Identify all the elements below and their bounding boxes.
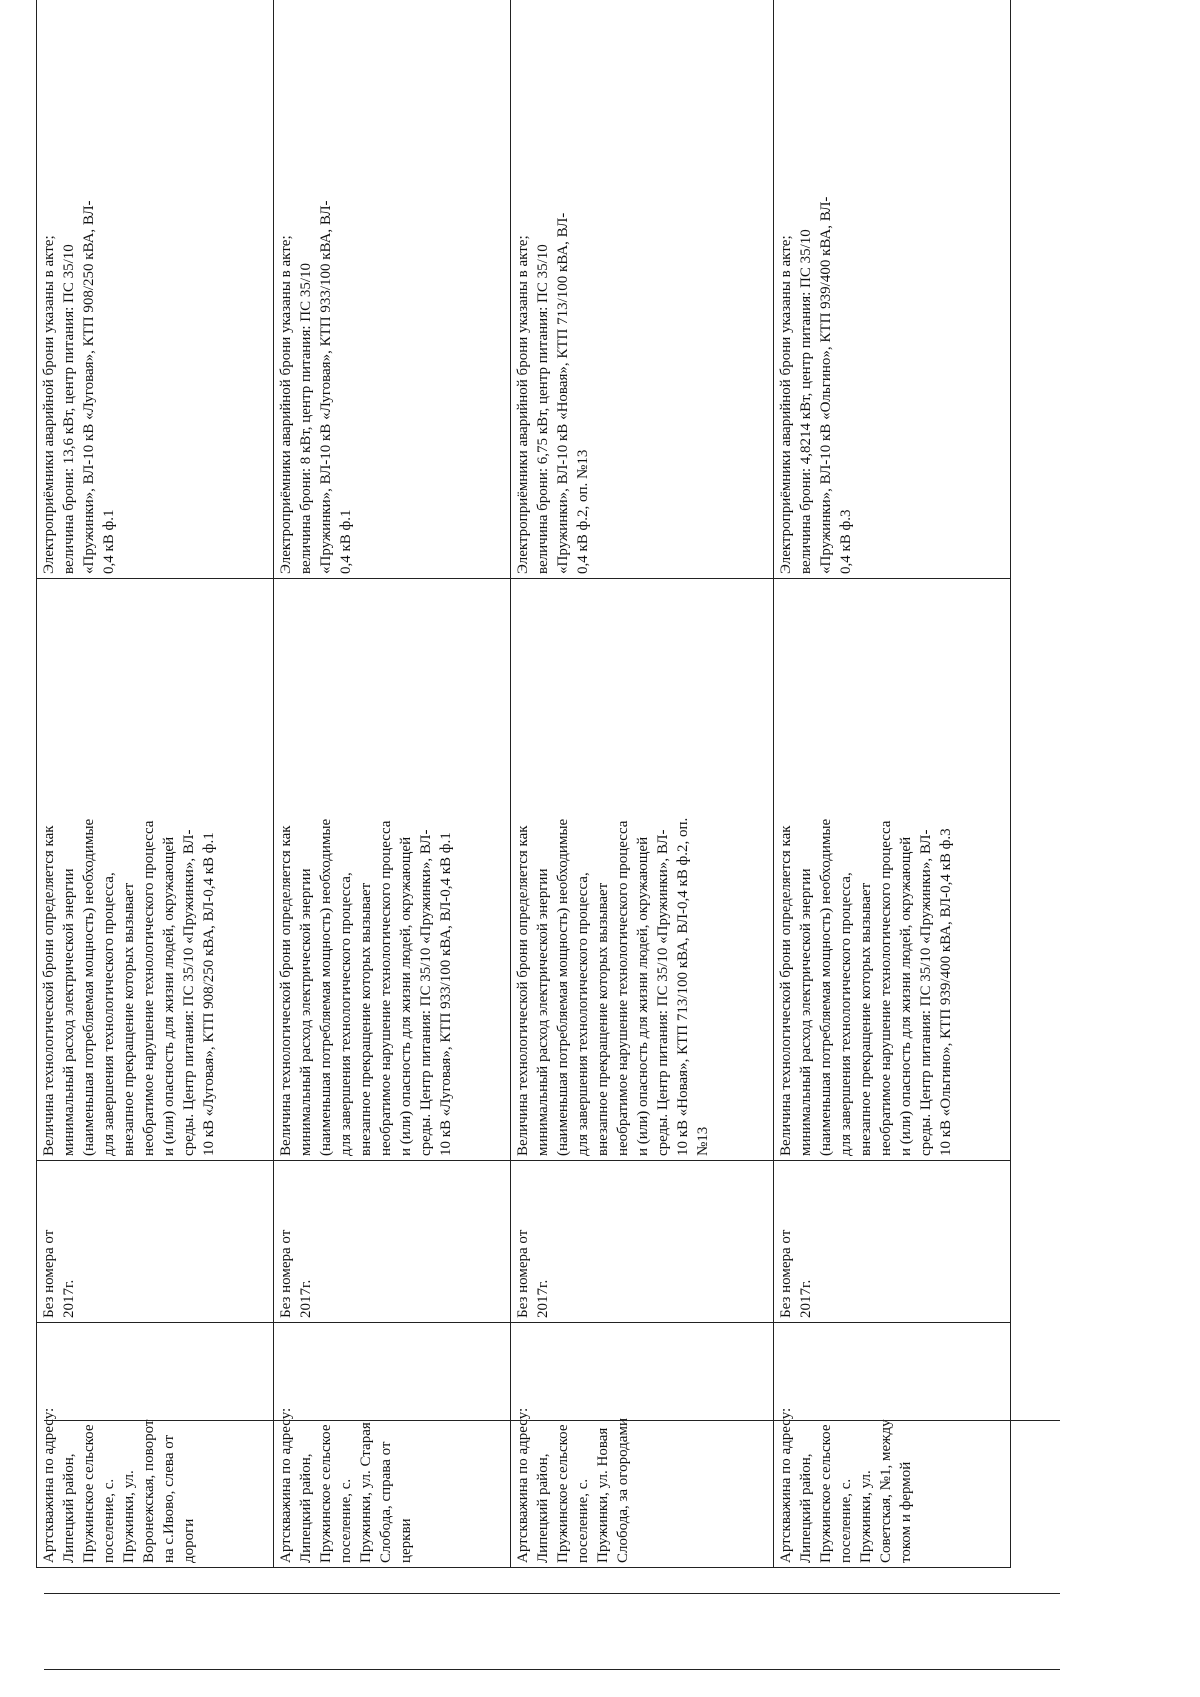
tech-reserve-cell [511,579,774,1161]
emergency-reserve-text: Электроприёмники аварийной брони указаны в акте; величина брони: 8 кВт, центр питания: ПС 35/10 «Пружинки», ВЛ-10 кВ «Луговая», КТП 933/100 кВА, ВЛ- 0,4 кВ ф.1 [278,200,355,574]
table-row [37,0,274,1568]
address-cell [773,1323,1010,1568]
act-text: Без номера от 2017г. [515,1229,552,1318]
act-cell [274,1161,511,1323]
emergency-reserve-cell [37,0,274,579]
bottom-rule-2 [44,1593,1060,1594]
emergency-reserve-text: Электроприёмники аварийной брони указаны в акте; величина брони: 4,8214 кВт, центр питания: ПС 35/10 «Пружинки», ВЛ-10 кВ «Ольгино», КТП 939/400 кВА, ВЛ- 0,4 кВ ф.3 [777,196,854,574]
act-text: Без номера от 2017г. [777,1229,814,1318]
address-text: Артскважина по адресу: Липецкий район, Пружинское сельское поселение, с. Пружинки, ул. Старая Слобода, справа от церкви [278,1407,415,1563]
act-text: Без номера от 2017г. [278,1229,315,1318]
address-cell [274,1323,511,1568]
table-row [773,0,1010,1568]
tech-reserve-text: Величина технологической брони определяется как минимальный расход электрической энергии (наименьшая потребляемая мощность) необходимые для завершения технологического процесса, внезапное прекращение которых вызывает необратимое нарушение технологического процесса и (или) опасность для жизни людей, окружающей среды. Центр питания: ПС 35/10 «Пружинки», ВЛ- 10 кВ «Луговая», КТП 908/250 кВА, ВЛ-0,4 кВ ф.1 [41,818,217,1156]
bottom-rule-1 [44,1420,1060,1421]
act-cell [37,1161,274,1323]
bottom-rule-3 [44,1669,1060,1670]
reservation-table [36,0,1011,1568]
tech-reserve-text: Величина технологической брони определяется как минимальный расход электрической энергии (наименьшая потребляемая мощность) необходимые для завершения технологического процесса, внезапное прекращение которых вызывает необратимое нарушение технологического процесса и (или) опасность для жизни людей, окружающей среды. Центр питания: ПС 35/10 «Пружинки», ВЛ- 10 кВ «Новая», КТП 713/100 кВА, ВЛ-0,4 кВ ф.2, оп. №13 [515,817,712,1156]
address-text: Артскважина по адресу: Липецкий район, Пружинское сельское поселение, с. Пружинки, ул. Советская, №1, между током и фермой [777,1407,914,1563]
emergency-reserve-text: Электроприёмники аварийной брони указаны в акте; величина брони: 13,6 кВт, центр питания: ПС 35/10 «Пружинки», ВЛ-10 кВ «Луговая», КТП 908/250 кВА, ВЛ- 0,4 кВ ф.1 [41,200,117,574]
emergency-reserve-cell [511,0,774,579]
act-cell [773,1161,1010,1323]
address-text: Артскважина по адресу: Липецкий район, Пружинское сельское поселение, с. Пружинки, ул. Воронежская, поворот на с.Ивово, слева от дороги [41,1407,197,1563]
tech-reserve-cell [773,579,1010,1161]
address-cell [511,1323,774,1568]
address-cell [37,1323,274,1568]
act-cell [511,1161,774,1323]
tech-reserve-text: Величина технологической брони определяется как минимальный расход электрической энергии (наименьшая потребляемая мощность) необходимые для завершения технологического процесса, внезапное прекращение которых вызывает необратимое нарушение технологического процесса и (или) опасность для жизни людей, окружающей среды. Центр питания: ПС 35/10 «Пружинки», ВЛ- 10 кВ «Луговая», КТП 933/100 кВА, ВЛ-0,4 кВ ф.1 [278,818,455,1156]
act-text: Без номера от 2017г. [41,1229,77,1318]
address-text: Артскважина по адресу: Липецкий район, Пружинское сельское поселение, с. Пружинки, ул. Новая Слобода, за огородами [515,1407,632,1563]
table-row [511,0,774,1568]
tech-reserve-cell [274,579,511,1161]
emergency-reserve-cell [274,0,511,579]
tech-reserve-cell [37,579,274,1161]
emergency-reserve-text: Электроприёмники аварийной брони указаны в акте; величина брони: 6,75 кВт, центр питания: ПС 35/10 «Пружинки», ВЛ-10 кВ «Новая», КТП 713/100 кВА, ВЛ- 0,4 кВ ф.2, оп. №13 [515,212,592,574]
tech-reserve-text: Величина технологической брони определяется как минимальный расход электрической энергии (наименьшая потребляемая мощность) необходимые для завершения технологического процесса, внезапное прекращение которых вызывает необратимое нарушение технологического процесса и (или) опасность для жизни людей, окружающей среды. Центр питания: ПС 35/10 «Пружинки», ВЛ- 10 кВ «Ольгино», КТП 939/400 кВА, ВЛ-0,4 кВ ф.3 [777,818,954,1156]
rotated-sheet [36,0,1016,1568]
emergency-reserve-cell [773,0,1010,579]
table-row [274,0,511,1568]
